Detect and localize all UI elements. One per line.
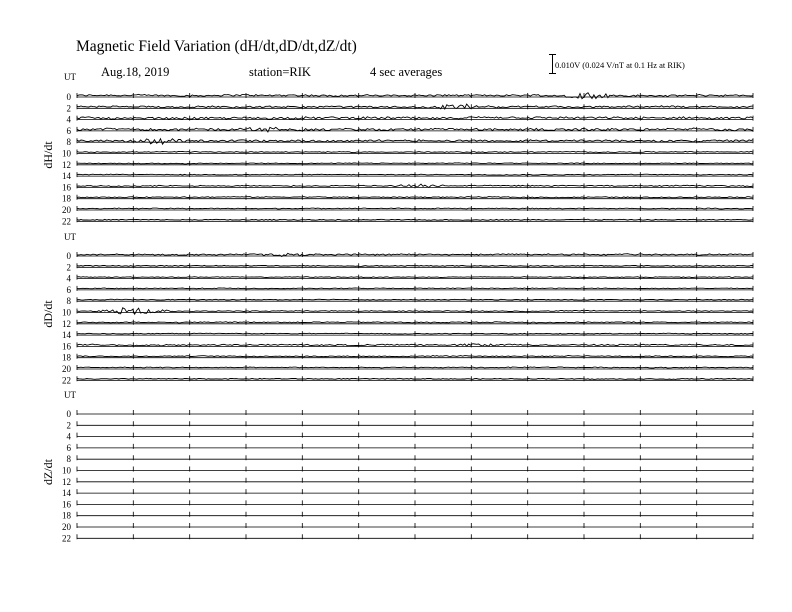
row-label: 16: [62, 499, 71, 510]
row-label: 0: [66, 409, 71, 419]
row-label: 22: [62, 533, 71, 544]
scale-label: 0.010V (0.024 V/nT at 0.1 Hz at RIK): [555, 60, 685, 70]
row-label: 20: [62, 205, 71, 215]
row-baseline: [77, 467, 753, 472]
row-baseline: [77, 410, 753, 415]
row-label: 18: [62, 510, 71, 521]
series-trace: [77, 299, 753, 300]
row-label: 12: [62, 476, 71, 487]
row-label: 18: [62, 352, 71, 363]
series-trace: [77, 333, 753, 334]
chart-title: Magnetic Field Variation (dH/dt,dD/dt,dZ/dt): [76, 38, 357, 55]
series-trace: [77, 208, 753, 209]
row-label: 12: [62, 318, 71, 329]
row-baseline: [77, 433, 753, 438]
row-label: 10: [62, 307, 71, 318]
row-baseline: [77, 444, 753, 449]
row-label: 18: [62, 193, 71, 204]
panel-ylabel: dD/dt: [41, 300, 55, 328]
row-baseline: [77, 421, 753, 426]
ut-axis-label: UT: [64, 72, 76, 82]
averages-label: 4 sec averages: [370, 65, 443, 79]
row-label: 6: [66, 442, 71, 453]
panel-ylabel: dZ/dt: [41, 459, 55, 485]
row-label: 4: [66, 273, 71, 284]
row-label: 22: [62, 216, 71, 227]
row-baseline: [77, 138, 753, 143]
series-trace: [77, 197, 753, 198]
series-trace: [77, 163, 753, 164]
row-label: 4: [66, 431, 71, 442]
row-label: 8: [66, 296, 71, 307]
row-label: 16: [62, 182, 71, 193]
row-baseline: [77, 523, 753, 528]
row-label: 10: [62, 465, 71, 476]
date-label: Aug.18, 2019: [101, 65, 170, 79]
row-label: 10: [62, 148, 71, 159]
row-label: 20: [62, 364, 71, 374]
row-baseline: [77, 534, 753, 539]
row-label: 22: [62, 375, 71, 386]
panel-ylabel: dH/dt: [41, 141, 55, 169]
row-label: 16: [62, 341, 71, 352]
row-label: 20: [62, 522, 71, 532]
row-baseline: [77, 489, 753, 494]
row-label: 6: [66, 125, 71, 136]
row-baseline: [77, 512, 753, 517]
row-label: 2: [66, 262, 71, 273]
row-label: 0: [66, 251, 71, 261]
row-label: 14: [62, 488, 71, 499]
row-label: 6: [66, 284, 71, 295]
ut-axis-label: UT: [64, 390, 76, 400]
row-label: 2: [66, 103, 71, 114]
row-baseline: [77, 478, 753, 483]
row-label: 8: [66, 137, 71, 148]
station-label: station=RIK: [249, 65, 311, 79]
row-label: 2: [66, 420, 71, 431]
row-label: 4: [66, 114, 71, 125]
row-label: 0: [66, 92, 71, 102]
row-label: 14: [62, 330, 71, 341]
row-label: 12: [62, 159, 71, 170]
row-label: 14: [62, 171, 71, 182]
ut-axis-label: UT: [64, 232, 76, 242]
row-baseline: [77, 500, 753, 505]
row-label: 8: [66, 454, 71, 465]
row-baseline: [77, 455, 753, 460]
series-trace: [77, 277, 753, 278]
